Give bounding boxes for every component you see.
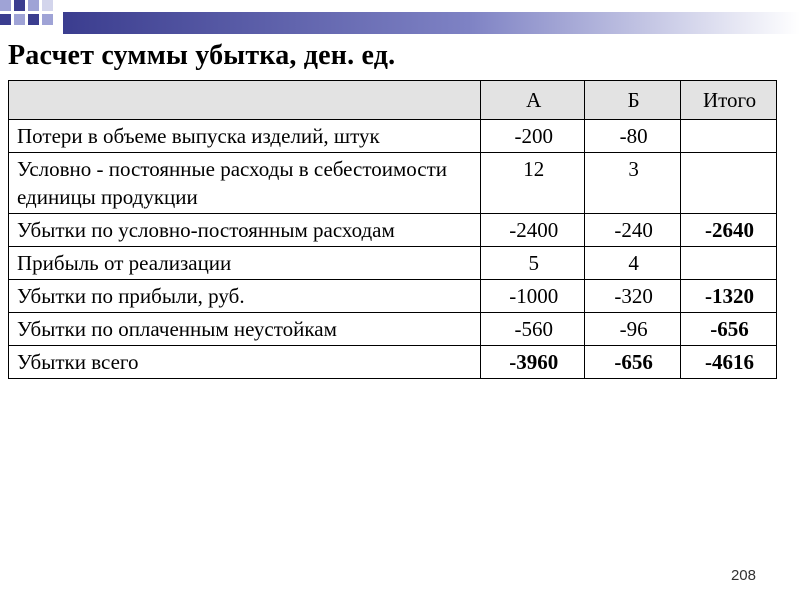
table-row	[9, 153, 777, 214]
cell-b: 4	[585, 247, 681, 280]
decor-square-7	[42, 14, 53, 25]
decor-square-5	[14, 14, 25, 25]
row-label: Потери в объеме выпуска изделий, штук	[9, 120, 481, 153]
decor-square-1	[0, 0, 11, 11]
table-header	[9, 81, 777, 120]
loss-calculation-table	[8, 80, 777, 379]
decor-square-2	[14, 0, 25, 11]
table-body	[9, 120, 777, 379]
table-row	[9, 313, 777, 346]
header-gradient-bar	[63, 12, 800, 34]
cell-a: -2400	[481, 214, 585, 247]
cell-a: 12	[481, 153, 585, 214]
header-row	[9, 81, 777, 120]
header-label-cell	[9, 81, 481, 120]
cell-total	[681, 120, 777, 153]
cell-b: -320	[585, 280, 681, 313]
cell-total	[681, 247, 777, 280]
table-row	[9, 120, 777, 153]
row-label: Убытки по условно-постоянным расходам	[9, 214, 481, 247]
decorative-squares	[0, 0, 60, 34]
decor-square-3	[28, 0, 39, 11]
cell-b: -96	[585, 313, 681, 346]
row-label: Убытки всего	[9, 346, 481, 379]
table-row	[9, 214, 777, 247]
decor-square-6	[28, 14, 39, 25]
page-number: 208	[730, 567, 756, 584]
cell-a: -1000	[481, 280, 585, 313]
table-row	[9, 280, 777, 313]
cell-total: -656	[681, 313, 777, 346]
cell-b: -240	[585, 214, 681, 247]
cell-a: 5	[481, 247, 585, 280]
cell-b: -656	[585, 346, 681, 379]
header-column-b: Б	[585, 81, 681, 120]
slide-title: Расчет суммы убытка, ден. ед.	[8, 40, 396, 71]
row-label: Прибыль от реализации	[9, 247, 481, 280]
table-row	[9, 247, 777, 280]
cell-a: -3960	[481, 346, 585, 379]
cell-a: -200	[481, 120, 585, 153]
table-row-total	[9, 346, 777, 379]
cell-total: -2640	[681, 214, 777, 247]
cell-total: -4616	[681, 346, 777, 379]
cell-a: -560	[481, 313, 585, 346]
header-column-a: А	[481, 81, 585, 120]
decor-square-8	[42, 0, 53, 11]
cell-b: -80	[585, 120, 681, 153]
cell-total: -1320	[681, 280, 777, 313]
row-label: Убытки по оплаченным неустойкам	[9, 313, 481, 346]
header-column-total: Итого	[681, 81, 777, 120]
decor-square-4	[0, 14, 11, 25]
row-label: Убытки по прибыли, руб.	[9, 280, 481, 313]
cell-b: 3	[585, 153, 681, 214]
cell-total	[681, 153, 777, 214]
row-label: Условно - постоянные расходы в себестоимости единицы продукции	[9, 153, 481, 214]
